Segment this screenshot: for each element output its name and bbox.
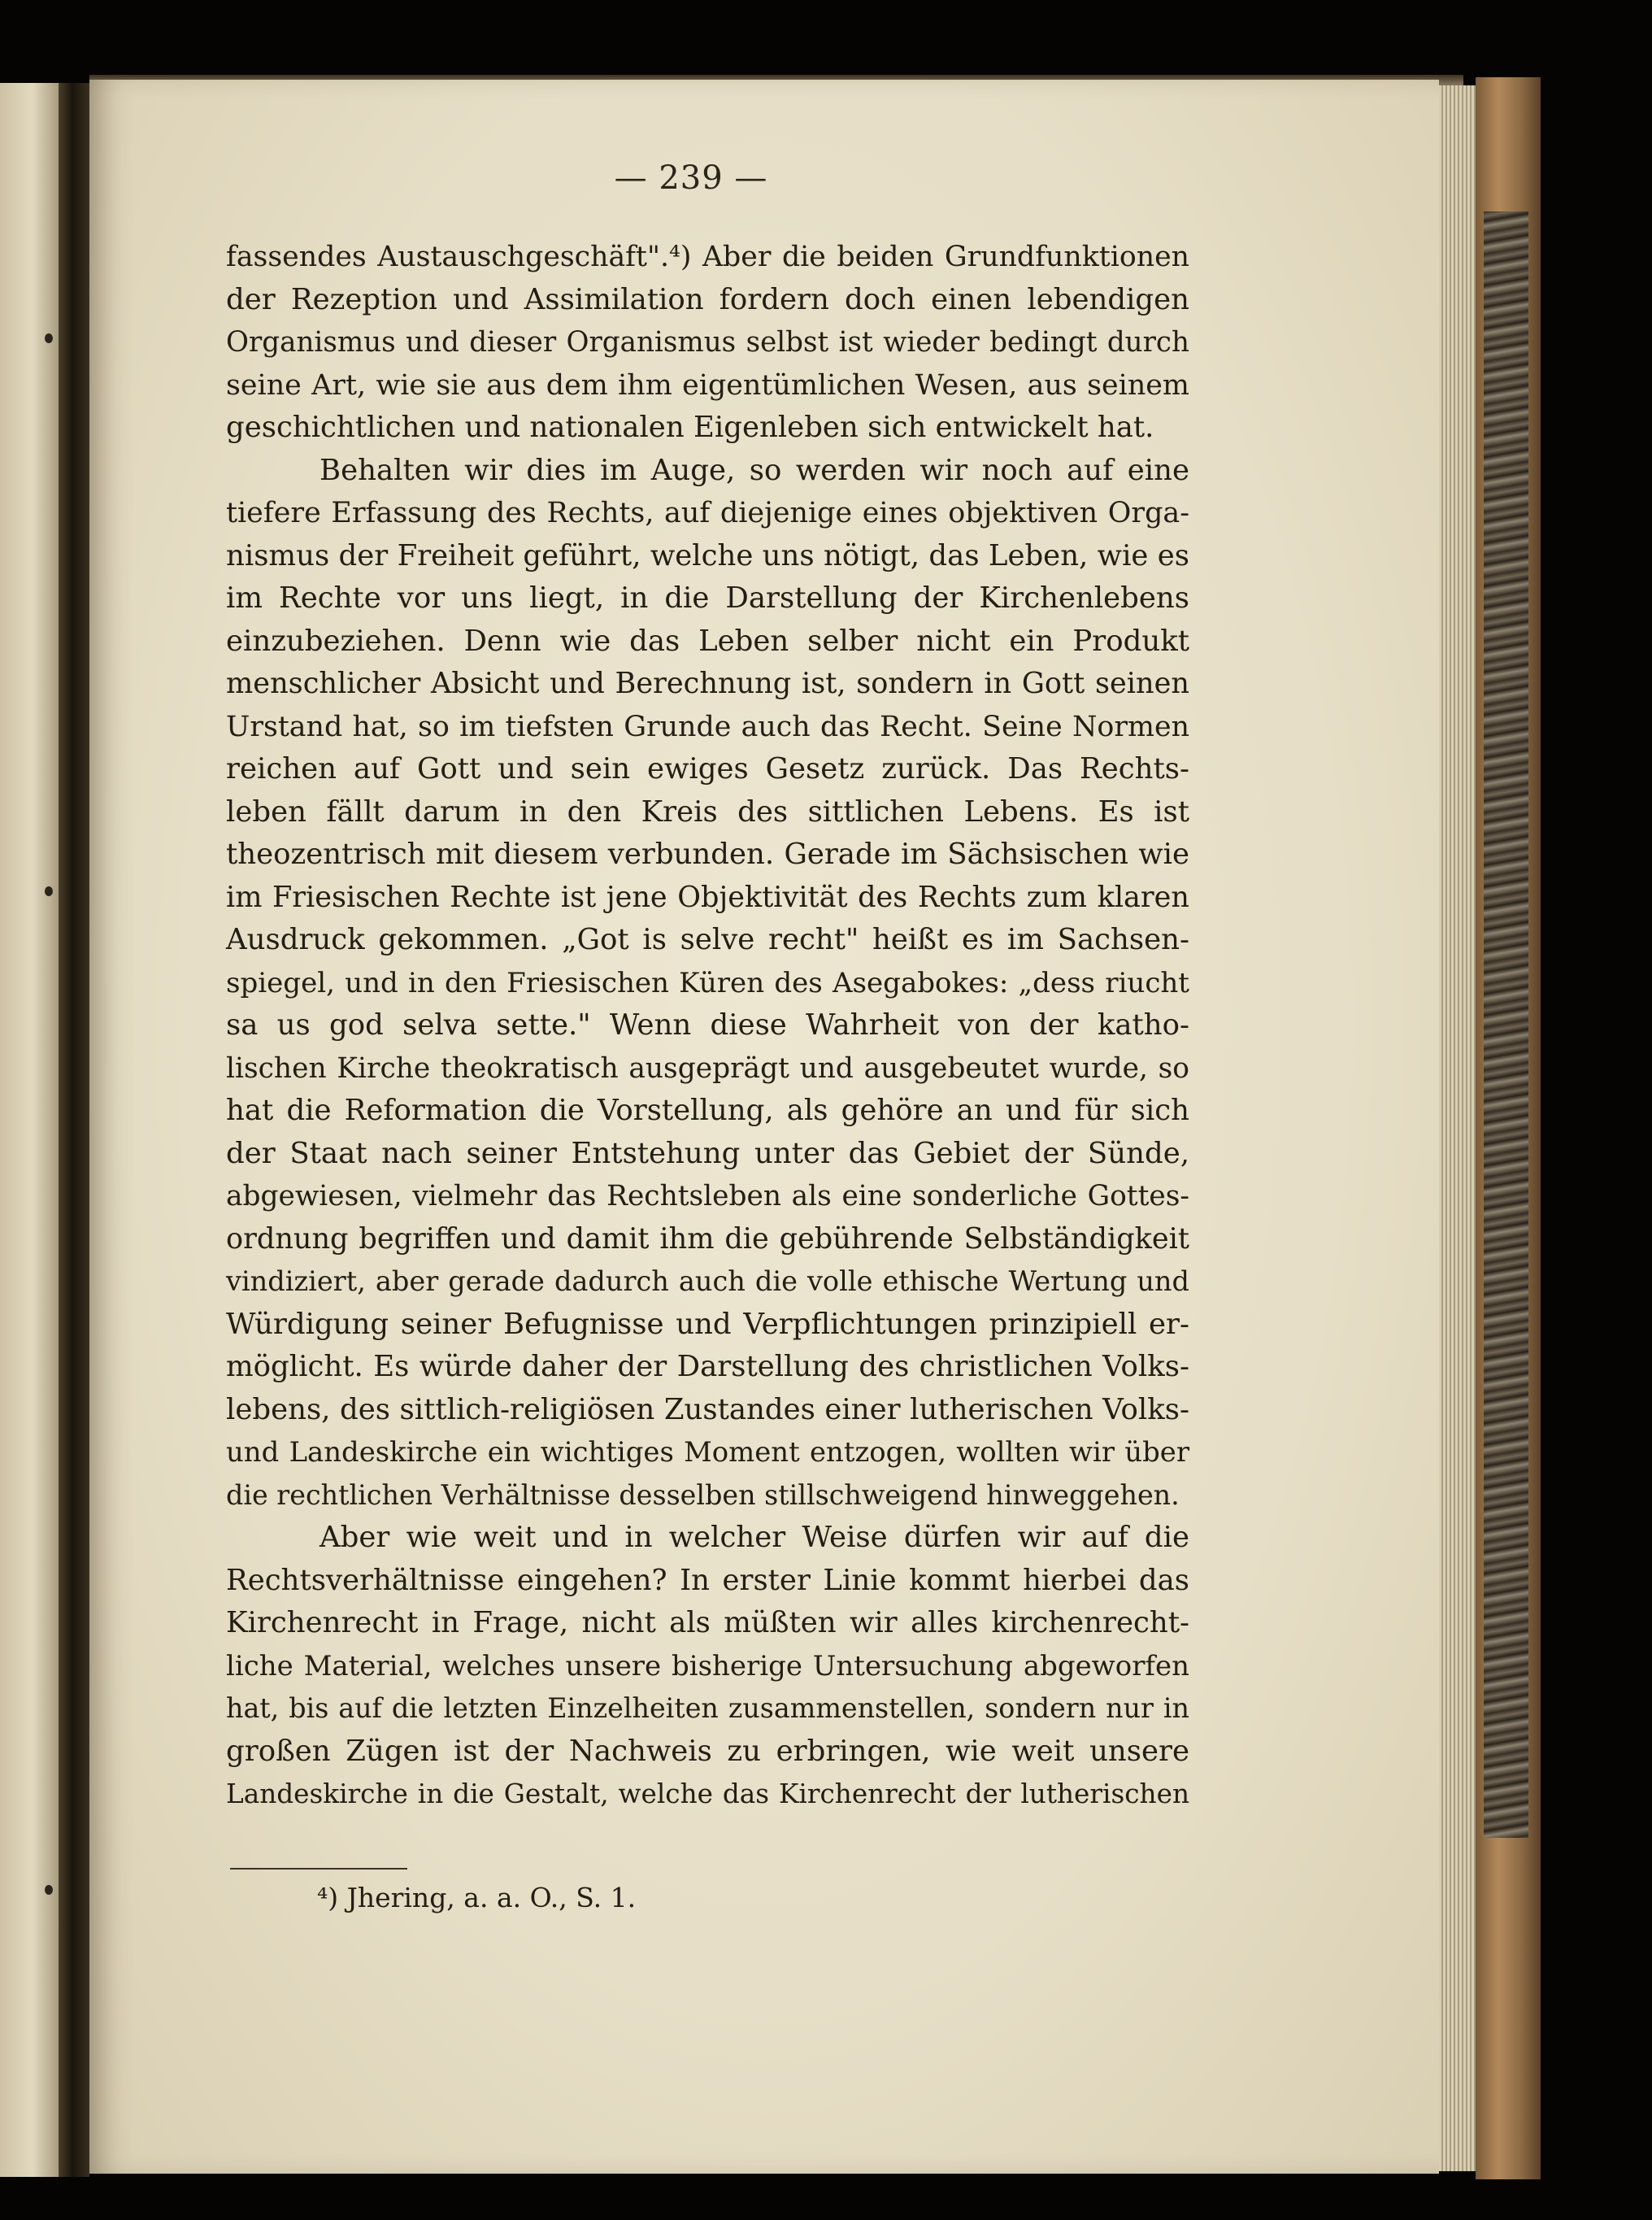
margin-mark: [45, 333, 53, 343]
text-line: liche Material, welches unsere bisherige Untersuchung abgeworfen: [226, 1649, 1189, 1682]
body-text: [226, 236, 1189, 1816]
text-line: lischen Kirche theokratisch ausgeprägt und ausgebeutet wurde, so: [226, 1051, 1189, 1085]
text-line: tiefere Erfassung des Rechts, auf diejenige eines objektiven Orga-: [226, 497, 1189, 529]
text-line: Würdigung seiner Befugnisse und Verpflichtungen prinzipiell er-: [226, 1307, 1189, 1341]
text-line: Ausdruck gekommen. „Got is selve recht" heißt es im Sachsen-: [226, 923, 1189, 956]
text-line: möglicht. Es würde daher der Darstellung des christlichen Volks-: [226, 1350, 1189, 1383]
text-line: abgewiesen, vielmehr das Rechtsleben als eine sonderliche Gottes-: [226, 1180, 1189, 1212]
text-line: leben fällt darum in den Kreis des sittlichen Lebens. Es ist: [226, 794, 1189, 829]
text-line: der Rezeption und Assimilation fordern doch einen lebendigen: [226, 282, 1189, 316]
margin-mark: [45, 1885, 53, 1895]
text-line: seine Art, wie sie aus dem ihm eigentümlichen Wesen, aus seinem: [226, 368, 1189, 402]
text-line: nismus der Freiheit geführt, welche uns nötigt, das Leben, wie es: [226, 538, 1189, 572]
text-line: im Friesischen Rechte ist jene Objektivität des Rechts zum klaren: [226, 880, 1189, 914]
text-line: und Landeskirche ein wichtiges Moment entzogen, wollten wir über: [226, 1436, 1189, 1468]
text-line: Rechtsverhältnisse eingehen? In erster Linie kommt hierbei das: [226, 1563, 1189, 1597]
text-line: hat die Reformation die Vorstellung, als gehöre an und für sich: [226, 1094, 1189, 1127]
text-line: fassendes Austauschgeschäft".⁴) Aber die beiden Grundfunktionen: [226, 241, 1189, 273]
text-line: Urstand hat, so im tiefsten Grunde auch das Recht. Seine Normen: [226, 710, 1189, 743]
text-line: hat, bis auf die letzten Einzelheiten zusammenstellen, sondern nur in: [226, 1692, 1189, 1724]
book-gutter: [59, 83, 89, 2177]
text-line: Aber wie weit und in welcher Weise dürfen wir auf die: [320, 1521, 1189, 1554]
text-line: lebens, des sittlich-religiösen Zustandes einer lutherischen Volks-: [226, 1392, 1189, 1426]
text-line: der Staat nach seiner Entstehung unter das Gebiet der Sünde,: [226, 1136, 1189, 1170]
text-line: die rechtlichen Verhältnisse desselben stillschweigend hinweggehen.: [226, 1478, 1180, 1511]
text-line: Kirchenrecht in Frage, nicht als müßten wir alles kirchenrecht-: [226, 1606, 1189, 1639]
margin-mark: [45, 886, 53, 896]
text-line: menschlicher Absicht und Berechnung ist, sondern in Gott seinen: [226, 667, 1189, 700]
text-line: geschichtlichen und nationalen Eigenleben sich entwickelt hat.: [226, 411, 1154, 444]
text-line: ordnung begriffen und damit ihm die gebührende Selbständigkeit: [226, 1221, 1189, 1256]
text-line: einzubeziehen. Denn wie das Leben selber nicht ein Produkt: [226, 624, 1189, 658]
footnote: ⁴) Jhering, a. a. O., S. 1.: [317, 1882, 637, 1913]
text-line: großen Zügen ist der Nachweis zu erbringen, wie weit unsere: [226, 1734, 1189, 1768]
text-line: spiegel, und in den Friesischen Küren des Asegabokes: „dess riucht: [226, 966, 1189, 999]
text-line: theozentrisch mit diesem verbunden. Gerade im Sächsischen wie: [226, 838, 1189, 871]
text-line: sa us god selva sette." Wenn diese Wahrheit von der katho-: [226, 1008, 1189, 1042]
text-line: Landeskirche in die Gestalt, welche das Kirchenrecht der lutherischen: [226, 1778, 1189, 1809]
text-line: Behalten wir dies im Auge, so werden wir noch auf eine: [320, 453, 1189, 487]
footnote-rule: [230, 1868, 407, 1870]
text-line: vindiziert, aber gerade dadurch auch die volle ethische Wertung und: [226, 1265, 1189, 1297]
text-line: im Rechte vor uns liegt, in die Darstellung der Kirchenlebens: [226, 581, 1189, 615]
text-line: reichen auf Gott und sein ewiges Gesetz zurück. Das Rechts-: [226, 752, 1189, 786]
text-line: Organismus und dieser Organismus selbst ist wieder bedingt durch: [226, 326, 1189, 359]
previous-page-edge: [0, 83, 59, 2177]
stacked-page-edges: [1439, 85, 1476, 2171]
marbled-cover-pattern: [1484, 211, 1528, 1838]
page-number: — 239 —: [614, 159, 768, 197]
